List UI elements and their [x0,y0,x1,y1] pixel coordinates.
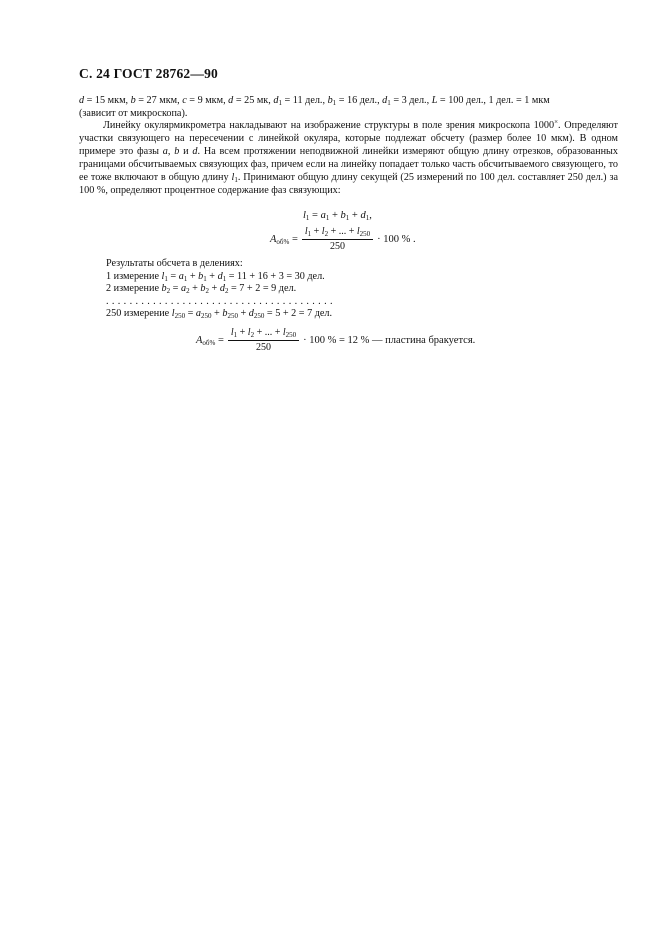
var: a [195,308,201,320]
text: . Принимают общую длину секущей (25 измерений по 100 дел. составляет 250 дел.) за 100 %, определяют процентное содержание фаз связующих: [79,172,619,196]
text: + [211,308,223,320]
subscript: 1 [305,214,310,222]
text: = [167,270,179,282]
fraction [302,226,373,252]
var: d [248,308,254,320]
var: b [198,270,204,282]
text: = 25 мк, [233,95,274,106]
text: + [329,210,341,221]
ellipsis-row: . . . . . . . . . . . . . . . . . . . . . . . . . . . . . . . . . . . . . . . [106,295,333,307]
var: d [360,210,366,221]
text: = [185,308,196,320]
subscript: 1 [332,99,337,107]
results-title: Результаты обсчета в делениях: [106,258,243,269]
var: d [382,95,388,106]
text: + [209,283,220,295]
text: 1 измерение [106,270,162,282]
text: + [237,327,248,338]
subscript: 250 [174,312,186,321]
subscript: 2 [205,287,209,296]
var: d [192,146,198,157]
result-row [106,283,333,296]
subscript: 1 [365,214,370,222]
text: = 3 дел., [390,95,432,106]
text: = [289,233,298,245]
text: = 11 дел., [281,95,328,106]
var: l [303,210,306,221]
var: d [217,270,223,282]
page-header: С. 24 ГОСТ 28762—90 [79,66,218,81]
var: a [180,283,187,295]
subscript: 250 [201,312,212,321]
text: + [189,283,201,295]
parameters-note: (зависит от микроскопа). [79,108,188,119]
subscript: 2 [224,287,229,296]
text: = 15 мкм, [84,95,131,106]
text: = 16 дел., [336,95,383,106]
formula-percent [270,226,416,252]
text: + ... + [328,226,357,237]
result-row [106,271,333,284]
subscript: 1 [307,230,312,238]
numerator [302,226,373,240]
text: = [215,334,224,346]
var: a [162,146,168,157]
text: , [167,146,175,157]
subscript: 1 [233,331,238,339]
var: L [431,95,438,106]
var: l [171,308,175,320]
text: · 100 % = 12 % — пластина бракуется. [303,334,476,346]
var: l [282,327,286,338]
subscript: 1 [325,214,330,222]
subscript: 2 [250,331,255,339]
subscript: 1 [278,99,282,107]
text: , [369,210,372,221]
text: + ... + [254,327,283,338]
text: 250 измерение [106,308,172,320]
var: d [228,95,234,106]
subscript: 1 [222,274,227,283]
text: . Определяют участки связующего на пересечении с линейкой окуляра, которые подлежат обсчету (размер более 10 мкм). В одном примере это фазы [79,120,618,157]
var: d [219,283,225,295]
method-paragraph [79,119,618,197]
formula-total-length [303,210,372,221]
subscript: 250 [285,331,297,339]
subscript: 2 [186,287,190,296]
var: A [270,233,277,245]
text: + [349,210,361,221]
subscript: 1 [183,274,188,283]
var: A [196,334,203,346]
subscript: 250 [253,312,265,321]
var: b [327,95,333,106]
var: b [222,308,228,320]
parameters-paragraph [79,94,618,120]
text: · 100 % . [377,233,416,245]
var: d [273,95,279,106]
denominator: 250 [256,342,271,353]
var: l [356,226,360,237]
text: + [206,270,218,282]
formula-result [196,327,475,353]
text: + [311,226,322,237]
text: = 9 мкм, [186,95,229,106]
text: + [237,308,249,320]
var: l [231,172,235,183]
denominator: 250 [330,241,345,252]
var: l [247,327,251,338]
fraction [228,327,299,353]
var: c [182,95,187,106]
text: и [179,146,193,157]
results-block [106,258,333,321]
text: = [170,283,181,295]
subscript: 1 [164,274,168,283]
text: = 100 дел., 1 дел. = 1 мкм [437,95,550,106]
var: a [178,270,184,282]
subscript: 1 [234,176,238,184]
var: b [130,95,136,106]
lhs [270,234,298,245]
numerator [228,327,299,341]
subscript: об% [276,237,290,246]
subscript: 2 [324,230,329,238]
var: l [161,270,165,282]
text: + [187,270,199,282]
var: d [79,95,85,106]
parameters-line [79,94,618,107]
subscript: 250 [227,312,238,321]
subscript: 1 [203,274,207,283]
text: . На всем протяжении неподвижной линейки измеряют общую длину отрезков, образованных границами обсчитываемых связующих фаз, причем если на линейку попадает только часть обсчитываемого связующего, то ее тоже включают в общую длину [79,146,618,183]
text: 2 измерение [106,283,162,295]
subscript: 250 [359,230,371,238]
subscript: 1 [345,214,350,222]
var: l [304,226,308,237]
text: = [309,210,321,221]
text: Линейку окулярмикрометра накладывают на изображение структуры в поле зрения микроскопа 1000 [103,120,555,131]
result-row [106,308,333,321]
text: = 7 + 2 = 9 дел. [228,283,297,295]
superscript: × [554,118,559,126]
text: = 27 мкм, [135,95,183,106]
var: b [161,283,167,295]
subscript: 1 [387,99,391,107]
text: = 5 + 2 = 7 дел. [264,308,333,320]
text: = 11 + 16 + 3 = 30 дел. [226,270,325,282]
subscript: 2 [166,287,171,296]
var: b [174,146,180,157]
var: b [200,283,206,295]
subscript: об% [202,338,216,347]
lhs [196,335,224,346]
var: b [340,210,346,221]
var: l [230,327,234,338]
var: l [321,226,325,237]
var: a [320,210,326,221]
